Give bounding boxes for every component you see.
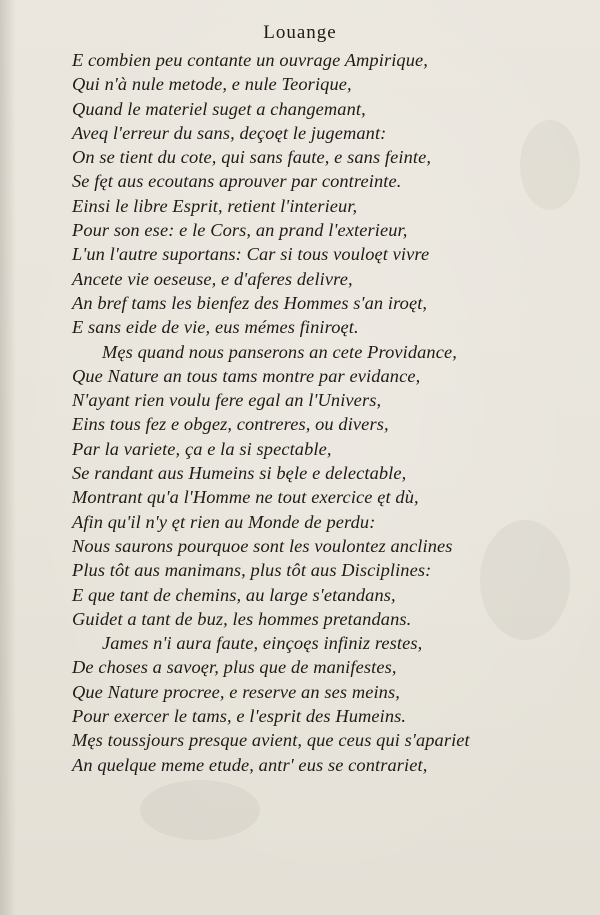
poem-line: Męs quand nous panserons an cete Providance, xyxy=(102,341,457,362)
poem-line: Einsi le libre Esprit, retient l'interieur, xyxy=(72,195,358,216)
poem-line: Que Nature procree, e reserve an ses meins, xyxy=(72,681,400,702)
poem-line: Aveq l'erreur du sans, deçoęt le jugemant: xyxy=(72,122,387,143)
poem-line: Eins tous fez e obgez, contreres, ou divers, xyxy=(72,414,389,435)
poem-line: Plus tôt aus manimans, plus tôt aus Disciplines: xyxy=(72,560,432,581)
poem-line: E sans eide de vie, eus mémes finiroęt. xyxy=(72,317,359,338)
poem-line: Męs toussjours presque avient, que ceus qui s'apariet xyxy=(72,730,470,751)
poem-line: E combien peu contante un ouvrage Ampirique, xyxy=(72,50,428,70)
paper-stain xyxy=(140,780,260,840)
poem-text xyxy=(72,48,562,777)
poem-line: Par la variete, ça e la si spectable, xyxy=(72,438,332,459)
poem-line: L'un l'autre suportans: Car si tous vouloęt vivre xyxy=(72,244,430,265)
poem-line: Afin qu'il n'y ęt rien au Monde de perdu: xyxy=(72,511,376,532)
poem-line: Quand le materiel suget a changemant, xyxy=(72,98,366,119)
poem-line: Qui n'à nule metode, e nule Teorique, xyxy=(72,74,352,95)
poem-line: Que Nature an tous tams montre par evidance, xyxy=(72,365,421,386)
poem-line: Pour son ese: e le Cors, an prand l'exterieur, xyxy=(72,220,408,241)
poem-line: E que tant de chemins, au large s'etandans, xyxy=(72,584,396,605)
poem-line: On se tient du cote, qui sans faute, e sans feinte, xyxy=(72,147,432,168)
poem-line: Nous saurons pourquoe sont les voulontez anclines xyxy=(72,535,453,556)
poem-line: Montrant qu'a l'Homme ne tout exercice ęt dù, xyxy=(72,487,419,508)
poem-line: An bref tams les bienfez des Hommes s'an iroęt, xyxy=(72,292,428,313)
poem-line: Guidet a tant de buz, les hommes pretandans. xyxy=(72,608,412,629)
poem-line: N'ayant rien voulu fere egal an l'Univers, xyxy=(72,390,382,411)
poem-line: James n'i aura faute, einçoęs infiniz restes, xyxy=(102,633,423,654)
page-gutter-shadow xyxy=(0,0,16,915)
poem-line: Ancete vie oeseuse, e d'aferes delivre, xyxy=(72,268,353,289)
poem-line: Se fęt aus ecoutans aprouver par contreinte. xyxy=(72,171,402,192)
poem-line: An quelque meme etude, antr' eus se contrariet, xyxy=(72,754,428,775)
poem-line: Pour exercer le tams, e l'esprit des Humeins. xyxy=(72,706,407,727)
poem-line: De choses a savoęr, plus que de manifestes, xyxy=(72,657,397,678)
running-title: Louange xyxy=(263,22,337,43)
page-header xyxy=(0,22,600,44)
poem-line: Se randant aus Humeins si bęle e delectable, xyxy=(72,463,407,484)
